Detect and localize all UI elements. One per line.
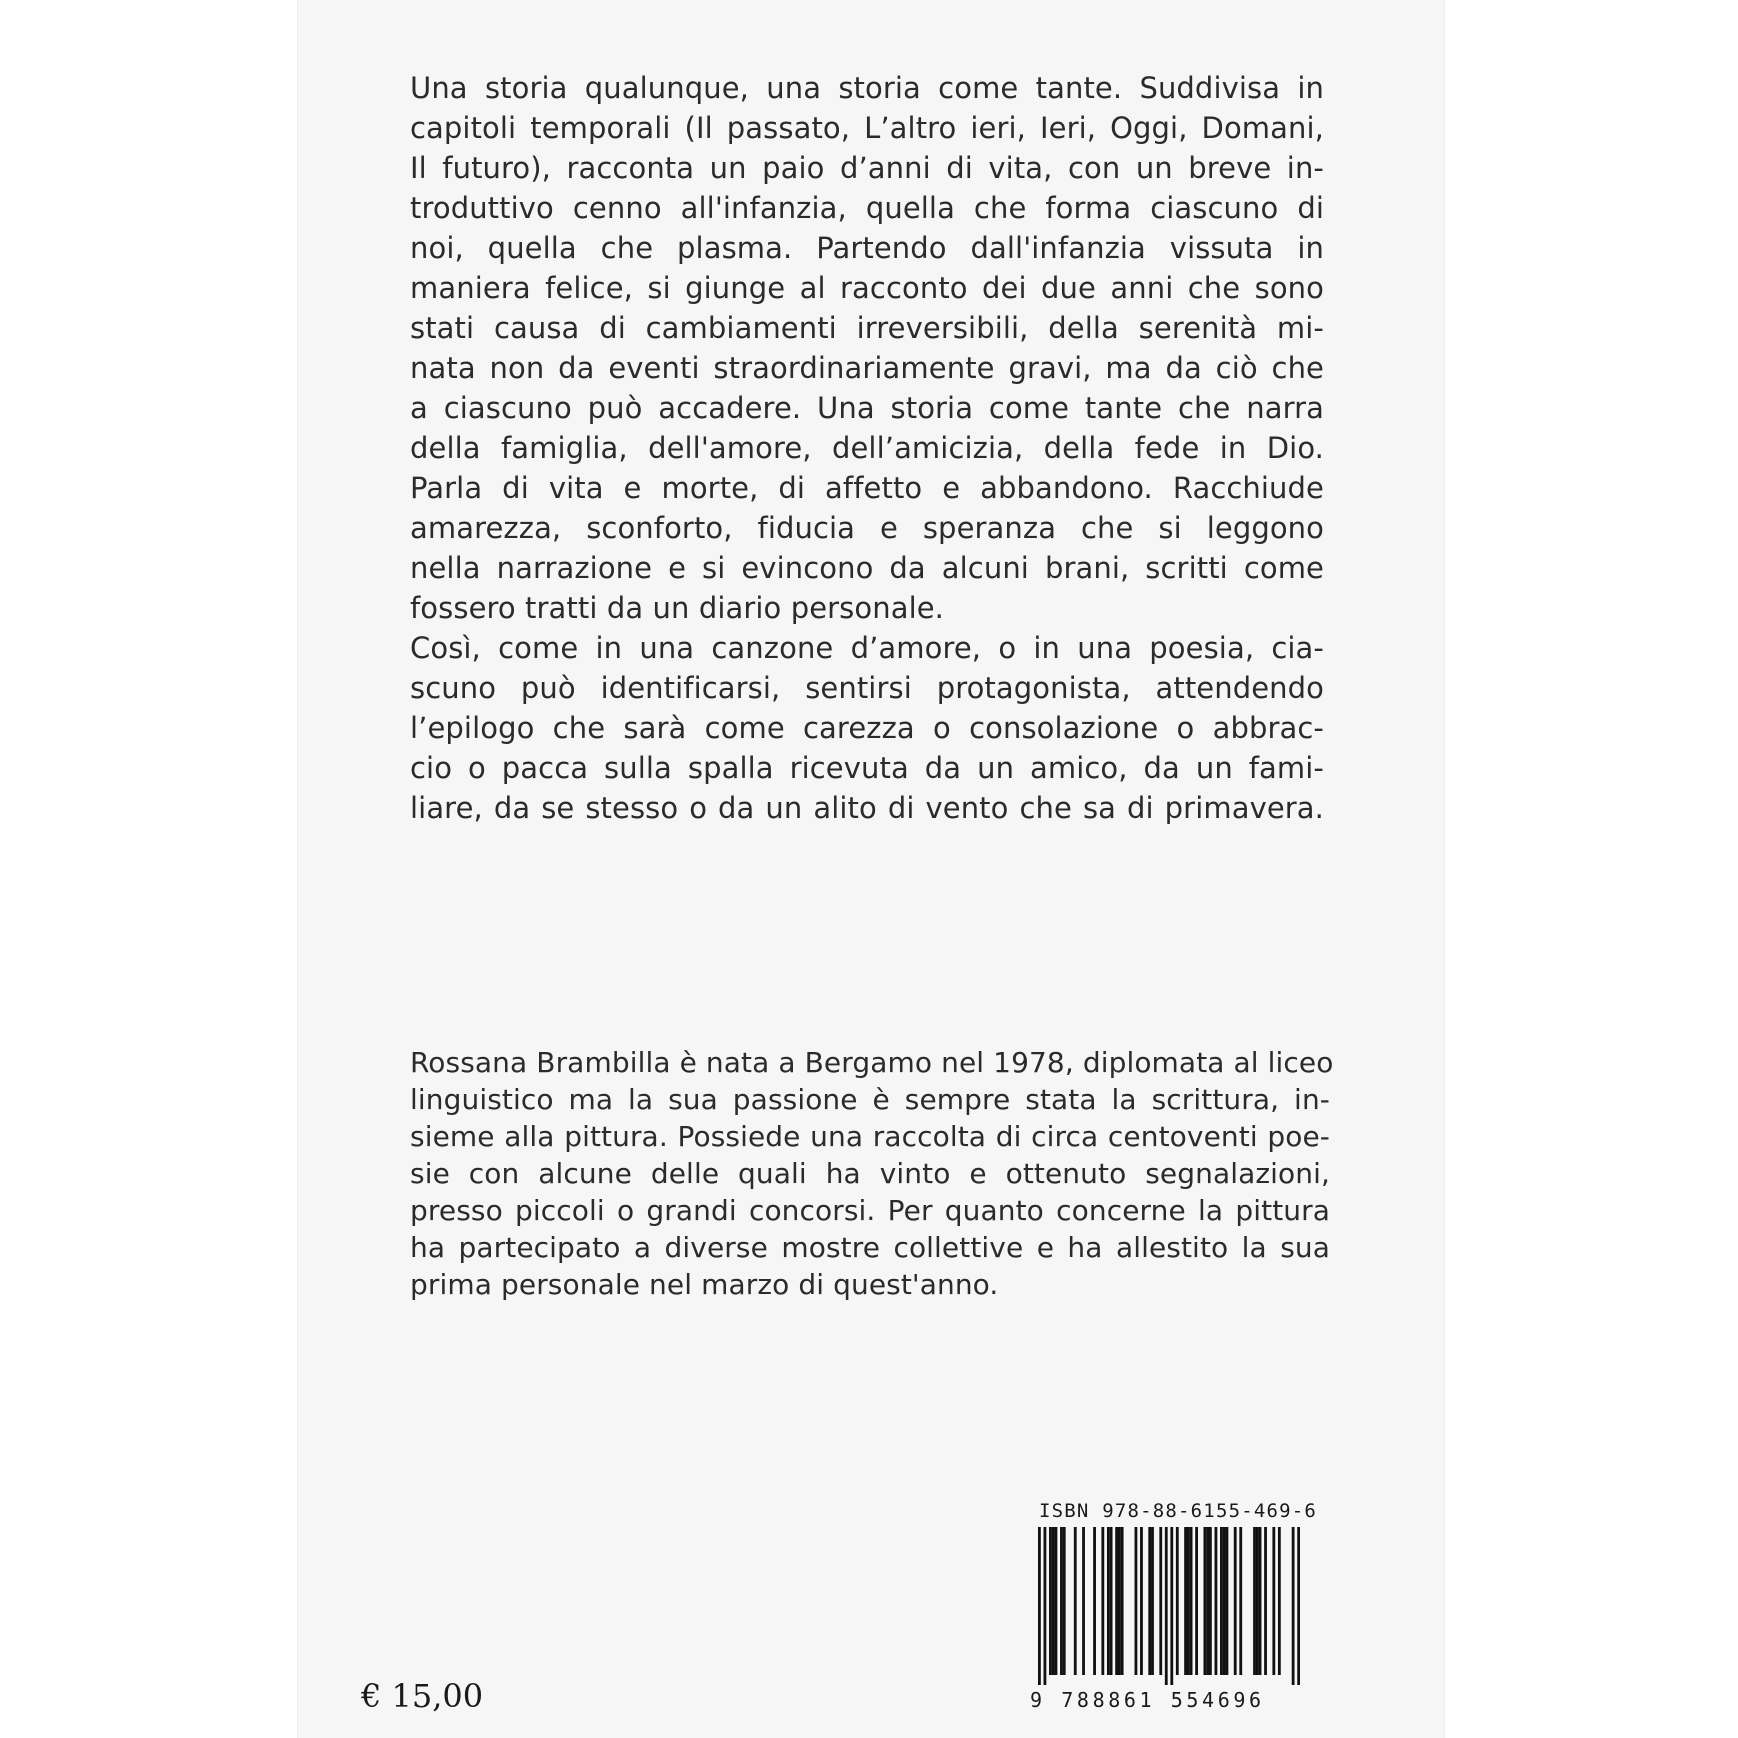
barcode-guard-bar [1044, 1527, 1047, 1685]
barcode-bar [1259, 1527, 1262, 1675]
barcode-bar [1176, 1527, 1179, 1675]
synopsis-line: troduttivo cenno all'infanzia, quella che forma ciascuno di [410, 191, 1324, 225]
bio-line: ha partecipato a diverse mostre collettive e ha allestito la sua [410, 1231, 1330, 1264]
isbn-label: ISBN 978-88-6155-469-6 [1039, 1500, 1318, 1522]
barcode-guard-bar [1292, 1527, 1295, 1685]
barcode-bar [1140, 1527, 1143, 1675]
synopsis-line: stati causa di cambiamenti irreversibili, della serenità mi- [410, 311, 1324, 345]
bio-line: sie con alcune delle quali ha vinto e ottenuto segnalazioni, [410, 1157, 1330, 1190]
bio-line: presso piccoli o grandi concorsi. Per quanto concerne la pittura [410, 1194, 1330, 1227]
barcode-bar [1052, 1527, 1055, 1675]
synopsis-line: nella narrazione e si evincono da alcuni brani, scritti come [410, 551, 1324, 585]
barcode-bar [1253, 1527, 1256, 1675]
synopsis-line: Il futuro), racconta un paio d’anni di vita, con un breve in- [410, 151, 1324, 185]
bio-line: sieme alla pittura. Possiede una raccolta di circa centoventi poe- [410, 1120, 1330, 1153]
barcode-guard-bar [1297, 1527, 1300, 1685]
barcode-bar [1093, 1527, 1096, 1675]
barcode-bar [1151, 1527, 1154, 1675]
barcode-bar [1187, 1527, 1190, 1675]
synopsis-text [410, 68, 1324, 828]
barcode-guard-bar [1038, 1527, 1041, 1685]
synopsis-line: maniera felice, si giunge al racconto dei due anni che sono [410, 271, 1324, 305]
barcode-bar [1148, 1527, 1151, 1675]
synopsis-line: scuno può identificarsi, sentirsi protagonista, attendendo [410, 671, 1324, 705]
barcode-bar [1223, 1527, 1226, 1675]
barcode-bar [1107, 1527, 1110, 1675]
barcode-bar [1121, 1527, 1124, 1675]
barcode-bar [1195, 1527, 1198, 1675]
barcode-digits: 9 788861 554696 [1030, 1688, 1265, 1712]
synopsis-line: a ciascuno può accadere. Una storia come tante che narra [410, 391, 1324, 425]
synopsis-line: nata non da eventi straordinariamente gravi, ma da ciò che [410, 351, 1324, 385]
synopsis-line: capitoli temporali (Il passato, L’altro ieri, Ieri, Oggi, Domani, [410, 111, 1324, 145]
synopsis-line: liare, da se stesso o da un alito di vento che sa di primavera. [410, 791, 1324, 825]
synopsis-line: amarezza, sconforto, fiducia e speranza che si leggono [410, 511, 1324, 545]
barcode-bar [1203, 1527, 1206, 1675]
barcode-bar [1118, 1527, 1121, 1675]
barcode-bar [1074, 1527, 1077, 1675]
barcode-bar [1278, 1527, 1281, 1675]
synopsis-line: fossero tratti da un diario personale. [410, 591, 944, 625]
barcode-bar [1101, 1527, 1104, 1675]
bio-line: prima personale nel marzo di quest'anno. [410, 1268, 999, 1301]
barcode-bar [1190, 1527, 1193, 1675]
barcode-bar [1110, 1527, 1113, 1675]
synopsis-line: Una storia qualunque, una storia come tante. Suddivisa in [410, 71, 1324, 105]
barcode-bar [1184, 1527, 1187, 1675]
barcode-bar [1063, 1527, 1066, 1675]
bio-line: linguistico ma la sua passione è sempre stata la scrittura, in- [410, 1083, 1330, 1116]
barcode-bar [1226, 1527, 1229, 1675]
synopsis-line: Parla di vita e morte, di affetto e abbandono. Racchiude [410, 471, 1324, 505]
barcode-bar [1055, 1527, 1058, 1675]
synopsis-line: l’epilogo che sarà come carezza o consolazione o abbrac- [410, 711, 1324, 745]
author-bio-text [410, 1044, 1334, 1303]
barcode-bar [1209, 1527, 1212, 1675]
barcode-bar [1220, 1527, 1223, 1675]
barcode-bar [1115, 1527, 1118, 1675]
synopsis-line: cio o pacca sulla spalla ricevuta da un amico, da un fami- [410, 751, 1324, 785]
barcode-bar [1206, 1527, 1209, 1675]
synopsis-line: Così, come in una canzone d’amore, o in una poesia, cia- [410, 631, 1324, 665]
isbn-barcode [1038, 1527, 1300, 1685]
barcode-bar [1049, 1527, 1052, 1675]
barcode-bar [1159, 1527, 1162, 1675]
price-label: € 15,00 [361, 1677, 484, 1715]
barcode-bar [1234, 1527, 1237, 1675]
barcode-bar [1272, 1527, 1275, 1675]
barcode-bar [1082, 1527, 1085, 1675]
barcode-bar [1060, 1527, 1063, 1675]
barcode-guard-bar [1165, 1527, 1168, 1685]
barcode-bar [1135, 1527, 1138, 1675]
barcode-bar [1215, 1527, 1218, 1675]
synopsis-line: della famiglia, dell'amore, dell’amicizia, della fede in Dio. [410, 431, 1324, 465]
synopsis-line: noi, quella che plasma. Partendo dall'infanzia vissuta in [410, 231, 1324, 265]
barcode-guard-bar [1170, 1527, 1173, 1685]
barcode-bar [1239, 1527, 1242, 1675]
barcode-bar [1264, 1527, 1267, 1675]
book-back-cover [297, 0, 1445, 1738]
bio-line: Rossana Brambilla è nata a Bergamo nel 1978, diplomata al liceo [410, 1046, 1334, 1079]
barcode-bar [1256, 1527, 1259, 1675]
